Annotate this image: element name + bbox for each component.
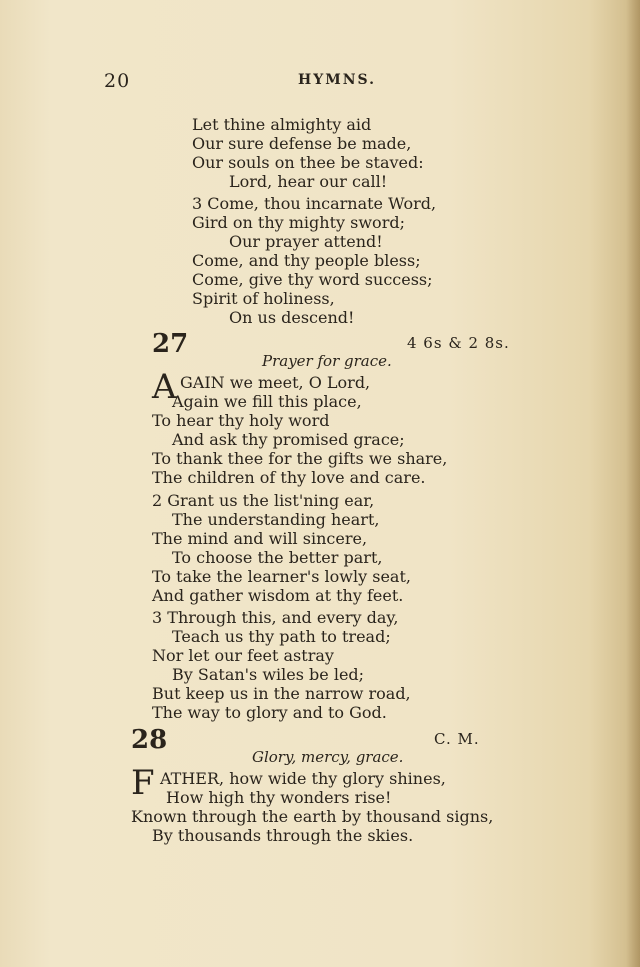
- verse-line: The understanding heart,: [172, 510, 380, 529]
- hymn-number: 28: [131, 725, 168, 755]
- verse-line: Our prayer attend!: [229, 232, 383, 251]
- drop-cap: F: [131, 763, 155, 803]
- verse-line: To hear thy holy word: [152, 411, 330, 430]
- page-edge-shadow: [626, 0, 640, 967]
- verse-line: The mind and will sincere,: [152, 529, 368, 548]
- verse-line: Again we fill this place,: [172, 392, 362, 411]
- verse-line: By thousands through the skies.: [152, 826, 414, 845]
- verse-line: Come, give thy word success;: [192, 270, 433, 289]
- drop-cap: A: [152, 367, 177, 407]
- verse-line: Nor let our feet astray: [152, 646, 334, 665]
- verse-line: Spirit of holiness,: [192, 289, 335, 308]
- verse-line: Our sure defense be made,: [192, 134, 412, 153]
- verse-line: Known through the earth by thousand signs,: [131, 807, 494, 826]
- verse-line: On us descend!: [229, 308, 355, 327]
- verse-line: But keep us in the narrow road,: [152, 684, 411, 703]
- verse-line: 3 Through this, and every day,: [152, 608, 399, 627]
- verse-line: Lord, hear our call!: [229, 172, 388, 191]
- verse-line: How high thy wonders rise!: [166, 788, 392, 807]
- page-number: 20: [104, 70, 131, 92]
- verse-line: The way to glory and to God.: [152, 703, 387, 722]
- verse-line: Our souls on thee be staved:: [192, 153, 424, 172]
- verse-line: 2 Grant us the list'ning ear,: [152, 491, 375, 510]
- hymn-subtitle: Glory, mercy, grace.: [252, 748, 404, 766]
- verse-line: ATHER, how wide thy glory shines,: [160, 769, 446, 788]
- verse-line: And ask thy promised grace;: [172, 430, 405, 449]
- verse-line: Gird on thy mighty sword;: [192, 213, 405, 232]
- verse-line: Teach us thy path to tread;: [172, 627, 391, 646]
- running-header: HYMNS.: [298, 72, 377, 88]
- verse-line: To take the learner's lowly seat,: [152, 567, 411, 586]
- verse-line: 3 Come, thou incarnate Word,: [192, 194, 437, 213]
- hymn-subtitle: Prayer for grace.: [262, 352, 392, 370]
- verse-line: The children of thy love and care.: [152, 468, 426, 487]
- verse-line: Let thine almighty aid: [192, 115, 372, 134]
- verse-line: To choose the better part,: [172, 548, 383, 567]
- verse-line: GAIN we meet, O Lord,: [180, 373, 371, 392]
- verse-line: Come, and thy people bless;: [192, 251, 421, 270]
- hymn-meter: C. M.: [434, 730, 480, 748]
- hymn-meter: 4 6s & 2 8s.: [407, 334, 510, 352]
- hymn-number: 27: [152, 329, 189, 359]
- verse-line: By Satan's wiles be led;: [172, 665, 365, 684]
- verse-line: To thank thee for the gifts we share,: [152, 449, 448, 468]
- verse-line: And gather wisdom at thy feet.: [152, 586, 404, 605]
